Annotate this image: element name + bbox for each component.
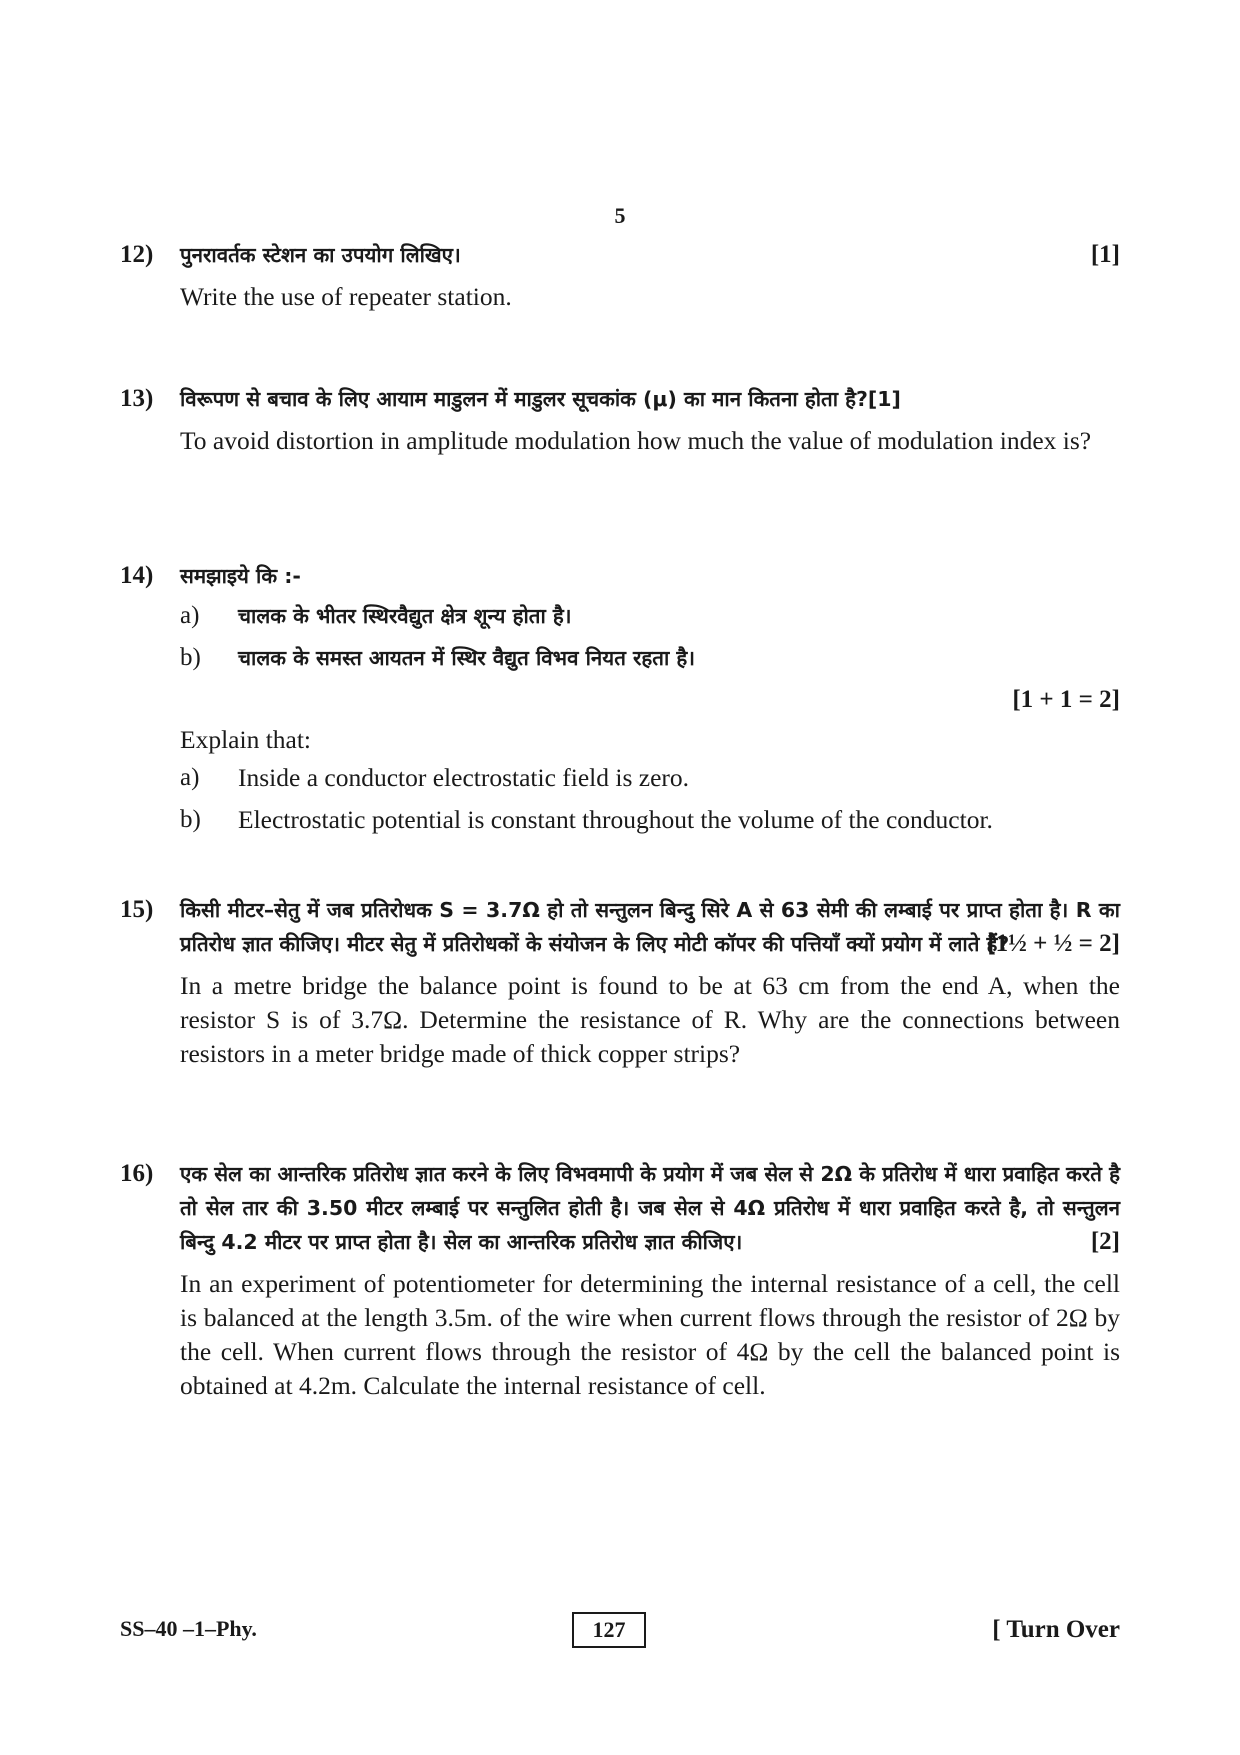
question-english-text: To avoid distortion in amplitude modulation how much the value of modulation index is? [180, 426, 1092, 455]
hindi-sub-item: a) चालक के भीतर स्थिरवैद्युत क्षेत्र शून्य होता है। [180, 602, 572, 629]
paper-code: SS–40 –1–Phy. [120, 1616, 257, 1641]
question-english-text: In a metre bridge the balance point is found to be at 63 cm from the end A, when the resistor S is of 3.7Ω. Determine the resistance of R. Why are the connections between resistors in a meter bridge made of thick copper strips? [180, 971, 1120, 1068]
question-number: 12) [120, 241, 154, 268]
question-13 [120, 382, 1120, 458]
question-english-text: Write the use of repeater station. [180, 282, 512, 311]
question-english-text: In an experiment of potentiometer for determining the internal resistance of a cell, the cell is balanced at the length 3.5m. of the wire when current flows through the resistor of 2Ω by the cell. When current flows through the resistor of 4Ω by the cell the balanced point is obtained at 4.2m. Calculate the internal resistance of cell. [180, 1269, 1120, 1400]
question-14 [120, 559, 1120, 841]
question-number: 16) [120, 1160, 154, 1187]
question-16 [120, 1157, 1120, 1403]
question-marks: [1½ + ½ = 2] [987, 930, 1120, 957]
question-hindi-text: समझाइये कि :- [180, 564, 301, 588]
question-marks: [2] [1090, 1228, 1120, 1255]
question-number: 14) [120, 562, 154, 589]
question-number: 13) [120, 385, 154, 412]
page-footer [120, 1612, 1120, 1648]
turn-over-label: [ Turn Over [992, 1616, 1120, 1643]
hindi-sub-item: b) चालक के समस्त आयतन में स्थिर वैद्युत विभव नियत रहता है। [180, 644, 696, 671]
question-12 [120, 238, 1120, 314]
question-15 [120, 893, 1120, 1071]
question-hindi-text: पुनरावर्तक स्टेशन का उपयोग लिखिए। [180, 243, 461, 267]
question-hindi-text: किसी मीटर–सेतु में जब प्रतिरोधक S = 3.7Ω हो तो सन्तुलन बिन्दु सिरे A से 63 सेमी की लम्बाई पर प्राप्त होता है। R का प्रतिरोध ज्ञात कीजिए। मीटर सेतु में प्रतिरोधकों के संयोजन के लिए मोटी कॉपर की पत्तियाँ क्यों प्रयोग में लाते हैं? [180, 898, 1120, 956]
english-sub-item: a) Inside a conductor electrostatic field is zero. [180, 763, 690, 792]
question-marks: [1] [1090, 241, 1120, 268]
question-number: 15) [120, 896, 154, 923]
question-marks: [1 + 1 = 2] [1012, 686, 1120, 713]
english-sub-item: b) Electrostatic potential is constant throughout the volume of the conductor. [180, 805, 993, 834]
question-hindi-text: एक सेल का आन्तरिक प्रतिरोध ज्ञात करने के लिए विभवमापी के प्रयोग में जब सेल से 2Ω के प्रतिरोध में धारा प्रवाहित करते है तो सेल तार की 3.50 मीटर लम्बाई पर सन्तुलित होती है। जब सेल से 4Ω प्रतिरोध में धारा प्रवाहित करते है, तो सन्तुलन बिन्दु 4.2 मीटर पर प्राप्त होता है। सेल का आन्तरिक प्रतिरोध ज्ञात कीजिए। [180, 1162, 1120, 1254]
page-number: 5 [614, 203, 626, 228]
question-english-text: Explain that: [180, 725, 312, 754]
page-number-box: 127 [572, 1612, 646, 1648]
question-hindi-text: विरूपण से बचाव के लिए आयाम माडुलन में माडुलर सूचकांक (μ) का मान कितना होता है? [180, 387, 868, 411]
question-marks: [1] [867, 387, 901, 411]
